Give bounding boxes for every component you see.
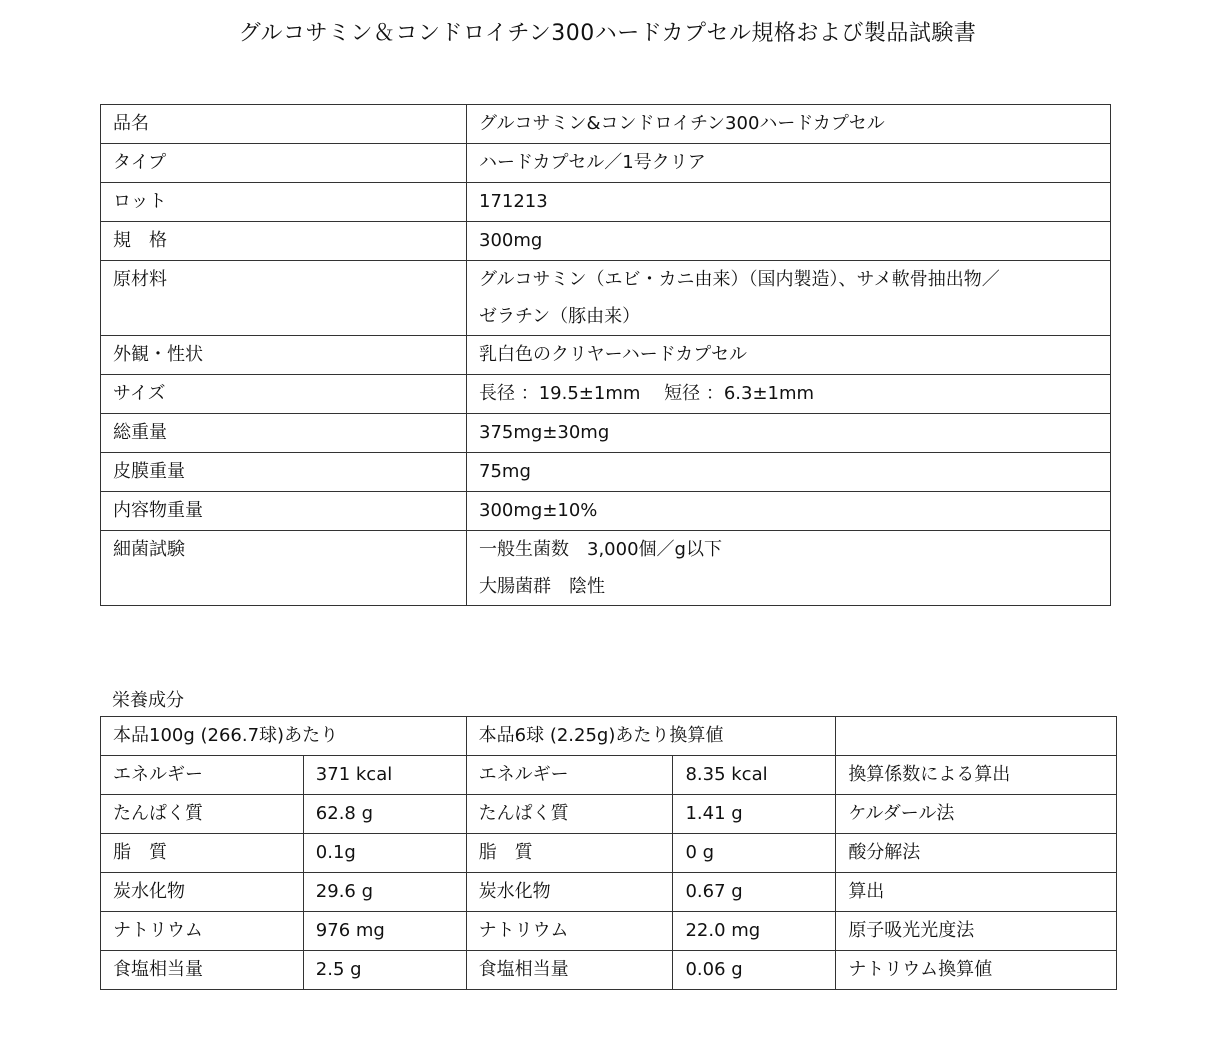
spec-value-line: 300mg [479,230,543,251]
analysis-method: 酸分解法 [836,834,1117,873]
value-per-100g: 371 kcal [303,756,466,795]
spec-label: 内容物重量 [101,492,467,531]
nutrient-name-6: 食塩相当量 [466,951,673,990]
spec-label: 品名 [101,105,467,144]
spec-value [467,375,1111,414]
nutrition-row [101,873,1117,912]
spec-label: サイズ [101,375,467,414]
value-per-100g: 976 mg [303,912,466,951]
spec-value [467,414,1111,453]
spec-value [467,531,1111,606]
spec-row [101,531,1111,606]
value-per-6: 8.35 kcal [673,756,836,795]
nutrition-heading: 栄養成分 [112,690,184,711]
spec-row [101,375,1111,414]
nutrient-name-6: 脂 質 [466,834,673,873]
nutrient-name-6: エネルギー [466,756,673,795]
spec-value-line: ハードカプセル／1号クリア [479,152,706,173]
nutrition-row [101,951,1117,990]
analysis-method: 算出 [836,873,1117,912]
nutrition-row [101,834,1117,873]
nutrient-name-6: 炭水化物 [466,873,673,912]
nutrient-name-6: ナトリウム [466,912,673,951]
spec-row [101,453,1111,492]
spec-value-line: ゼラチン（豚由来） [479,306,641,327]
spec-label: ロット [101,183,467,222]
nutrient-name-6: たんぱく質 [466,795,673,834]
spec-row [101,492,1111,531]
value-per-6: 0 g [673,834,836,873]
value-per-100g: 0.1g [303,834,466,873]
spec-row [101,144,1111,183]
spec-value-line: 171213 [479,191,548,212]
value-per-6: 1.41 g [673,795,836,834]
spec-value-line: 大腸菌群 陰性 [479,576,605,597]
nutrition-header-row [101,717,1117,756]
nutrition-row [101,756,1117,795]
spec-row [101,336,1111,375]
value-per-100g: 2.5 g [303,951,466,990]
spec-row [101,105,1111,144]
spec-label: タイプ [101,144,467,183]
nutrient-name: エネルギー [101,756,304,795]
nutrition-row [101,795,1117,834]
nutrient-name: 食塩相当量 [101,951,304,990]
spec-label: 総重量 [101,414,467,453]
analysis-method: ナトリウム換算値 [836,951,1117,990]
spec-row [101,183,1111,222]
nutrient-name: 脂 質 [101,834,304,873]
value-per-100g: 62.8 g [303,795,466,834]
analysis-method: ケルダール法 [836,795,1117,834]
spec-value-line: 乳白色のクリヤーハードカプセル [479,344,748,365]
nutrition-table [100,716,1117,990]
spec-value [467,222,1111,261]
nutrient-name: ナトリウム [101,912,304,951]
analysis-method: 原子吸光光度法 [836,912,1117,951]
analysis-method: 換算係数による算出 [836,756,1117,795]
value-per-6: 0.06 g [673,951,836,990]
spec-value [467,183,1111,222]
spec-label: 外観・性状 [101,336,467,375]
spec-label: 規 格 [101,222,467,261]
spec-value [467,492,1111,531]
spec-label: 原材料 [101,261,467,336]
header-per-100g: 本品100g (266.7球)あたり [101,717,467,756]
value-per-100g: 29.6 g [303,873,466,912]
spec-value [467,336,1111,375]
spec-value-line: 長径 ：19.5±1mm 短径 ：6.3±1mm [479,383,815,404]
spec-row [101,414,1111,453]
spec-label: 皮膜重量 [101,453,467,492]
value-per-6: 22.0 mg [673,912,836,951]
nutrient-name: 炭水化物 [101,873,304,912]
spec-value [467,105,1111,144]
spec-value [467,453,1111,492]
spec-value-line: 300mg±10% [479,500,598,521]
spec-label: 細菌試験 [101,531,467,606]
spec-table [100,104,1111,606]
header-method [836,717,1117,756]
spec-value-line: グルコサミン（エビ・カニ由来）（国内製造）、サメ軟骨抽出物／ [479,269,1000,290]
spec-value-line: 375mg±30mg [479,422,610,443]
nutrient-name: たんぱく質 [101,795,304,834]
spec-value [467,261,1111,336]
value-per-6: 0.67 g [673,873,836,912]
document-title: グルコサミン＆コンドロイチン300ハードカプセル規格および製品試験書 [238,21,977,46]
spec-value [467,144,1111,183]
header-per-6-capsules: 本品6球 (2.25g)あたり換算値 [466,717,836,756]
spec-value-line: グルコサミン&コンドロイチン300ハードカプセル [479,113,885,134]
nutrition-row [101,912,1117,951]
spec-row [101,261,1111,336]
spec-value-line: 75mg [479,461,531,482]
spec-value-line: 一般生菌数 3,000個／g以下 [479,539,722,560]
spec-row [101,222,1111,261]
